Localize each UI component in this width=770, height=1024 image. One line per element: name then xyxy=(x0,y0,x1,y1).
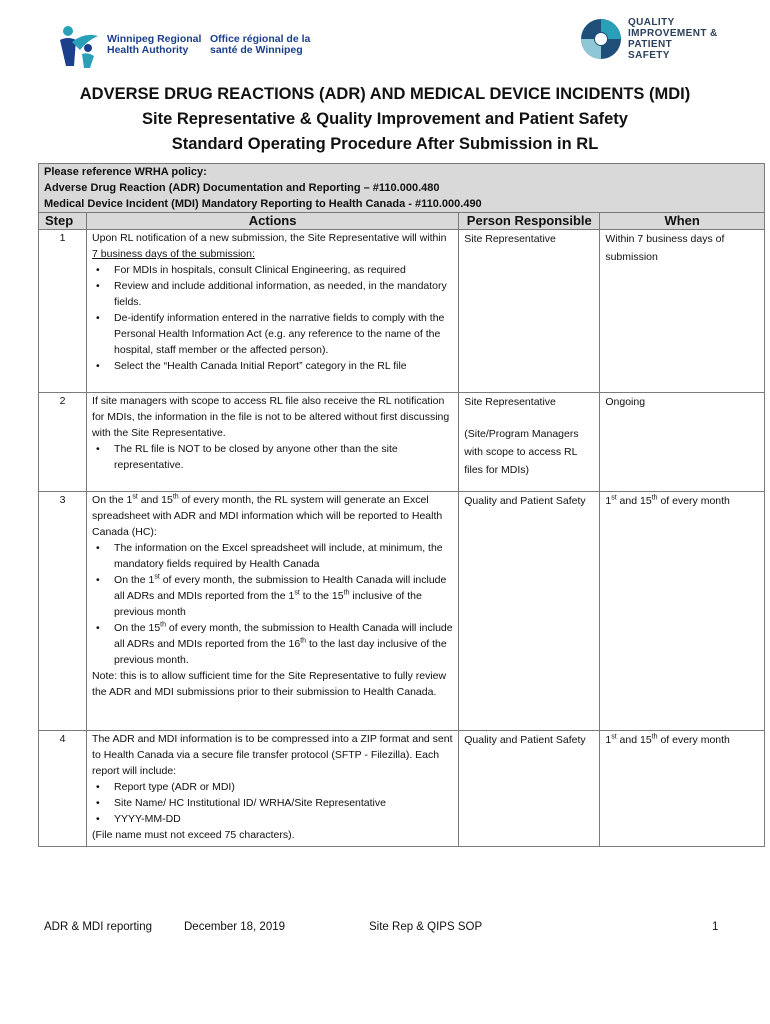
person-responsible: Site Representative xyxy=(459,230,600,393)
policy-reference: Please reference WRHA policy: Adverse Drug Reaction (ADR) Documentation and Reporting – #110.000.480 Medical Device Incident (MDI) Mandatory Reporting to Health Canada - #110.000.490 xyxy=(39,164,765,213)
actions-cell: The ADR and MDI information is to be compressed into a ZIP format and sent to Health Canada via a secure file transfer protocol (SFTP - Filezilla). Each report will include: • Report type (ADR or MDI) • Site Name/ HC Institutional ID/ WRHA/Site Representative • YYYY-MM-DD (File name must not exceed 75 characters). xyxy=(87,731,459,847)
table-row xyxy=(39,731,765,847)
table-row xyxy=(39,230,765,393)
column-header-actions: Actions xyxy=(87,213,459,230)
list-item: • The RL file is NOT to be closed by anyone other than the site representative. xyxy=(114,441,453,473)
wrha-name-french: Office régional de la santé de Winnipeg xyxy=(210,33,311,56)
person-responsible: Quality and Patient Safety xyxy=(459,731,600,847)
when-cell: 1st and 15th of every month xyxy=(600,731,765,847)
when-cell: Within 7 business days of submission xyxy=(600,230,765,393)
list-item: • Report type (ADR or MDI) xyxy=(114,779,453,795)
table-row xyxy=(39,492,765,731)
list-item: • Site Name/ HC Institutional ID/ WRHA/Site Representative xyxy=(114,795,453,811)
qips-name: QUALITY IMPROVEMENT & PATIENT SAFETY xyxy=(628,17,718,61)
page-header xyxy=(0,0,770,80)
sop-table xyxy=(38,163,765,847)
when-cell: 1st and 15th of every month xyxy=(600,492,765,731)
column-header-step: Step xyxy=(39,213,87,230)
wrha-name-english: Winnipeg Regional Health Authority xyxy=(107,33,202,56)
title-line-2: Site Representative & Quality Improvement and Patient Safety xyxy=(142,110,628,128)
step-number: 2 xyxy=(39,393,87,492)
wrha-logo-icon xyxy=(54,22,104,72)
list-item: • Select the “Health Canada Initial Report” category in the RL file xyxy=(114,358,453,374)
page-number: 1 xyxy=(712,921,719,933)
actions-cell: On the 1st and 15th of every month, the RL system will generate an Excel spreadsheet with ADR and MDI information which will be reported to Health Canada (HC): • The information on the Excel spreadsheet will include, at minimum, the mandatory fields required by Health Canada • On the 1st of every month, the submission to Health Canada will include all ADRs and MDIs reported from the 1st to the 15th inclusive of the previous month • On the 15th of every month, the submission to Health Canada will include all ADRs and MDIs reported from the 16th to the last day inclusive of the previous month. Note: this is to allow sufficient time for the Site Representative to fully review the ADR and MDI submissions prior to their submission to Health Canada. xyxy=(87,492,459,731)
column-header-person: Person Responsible xyxy=(459,213,600,230)
title-line-1: ADVERSE DRUG REACTIONS (ADR) AND MEDICAL DEVICE INCIDENTS (MDI) xyxy=(79,85,691,103)
footer-document-title: Site Rep & QIPS SOP xyxy=(369,921,483,933)
list-item: • On the 1st of every month, the submission to Health Canada will include all ADRs and MDIs reported from the 1st to the 15th inclusive of the previous month xyxy=(114,572,453,620)
step-number: 3 xyxy=(39,492,87,731)
person-responsible: Site Representative (Site/Program Managers with scope to access RL files for MDIs) xyxy=(459,393,600,492)
list-item: • Review and include additional information, as needed, in the mandatory fields. xyxy=(114,278,453,310)
document-title xyxy=(20,82,750,157)
title-line-3: Standard Operating Procedure After Submission in RL xyxy=(171,135,599,153)
list-item: • For MDIs in hospitals, consult Clinical Engineering, as required xyxy=(114,262,453,278)
qips-logo-icon xyxy=(578,16,624,62)
column-header-when: When xyxy=(600,213,765,230)
when-cell: Ongoing xyxy=(600,393,765,492)
policy-reference-row xyxy=(39,164,765,213)
footer-date: December 18, 2019 xyxy=(184,921,286,933)
table-row xyxy=(39,393,765,492)
list-item: • YYYY-MM-DD xyxy=(114,811,453,827)
person-responsible: Quality and Patient Safety xyxy=(459,492,600,731)
note-text: Note: this is to allow sufficient time for the Site Representative to fully review the ADR and MDI submissions prior to their submission to Health Canada. xyxy=(92,670,447,698)
table-header-row xyxy=(39,213,765,230)
actions-cell: If site managers with scope to access RL file also receive the RL notification for MDIs, the information in the file is not to be altered without first discussing with the Site Representative. • The RL file is NOT to be closed by anyone other than the site representative. xyxy=(87,393,459,492)
list-item: • De-identify information entered in the narrative fields to comply with the Personal Health Information Act (e.g. any reference to the name of the hospital, staff member or the affected person). xyxy=(114,310,453,358)
step-number: 4 xyxy=(39,731,87,847)
list-item: • The information on the Excel spreadsheet will include, at minimum, the mandatory fields required by Health Canada xyxy=(114,540,453,572)
actions-cell: Upon RL notification of a new submission, the Site Representative will within 7 business days of the submission: • For MDIs in hospitals, consult Clinical Engineering, as required • Review and include additional information, as needed, in the mandatory fields. • De-identify information entered in the narrative fields to comply with the Personal Health Information Act (e.g. any reference to the name of the hospital, staff member or the affected person). • Select the “Health Canada Initial Report” category in the RL file xyxy=(87,230,459,393)
list-item: • On the 15th of every month, the submission to Health Canada will include all ADRs and MDIs reported from the 16th to the last day inclusive of the previous month. xyxy=(114,620,453,668)
step-number: 1 xyxy=(39,230,87,393)
footer-document-name: ADR & MDI reporting xyxy=(44,921,153,933)
